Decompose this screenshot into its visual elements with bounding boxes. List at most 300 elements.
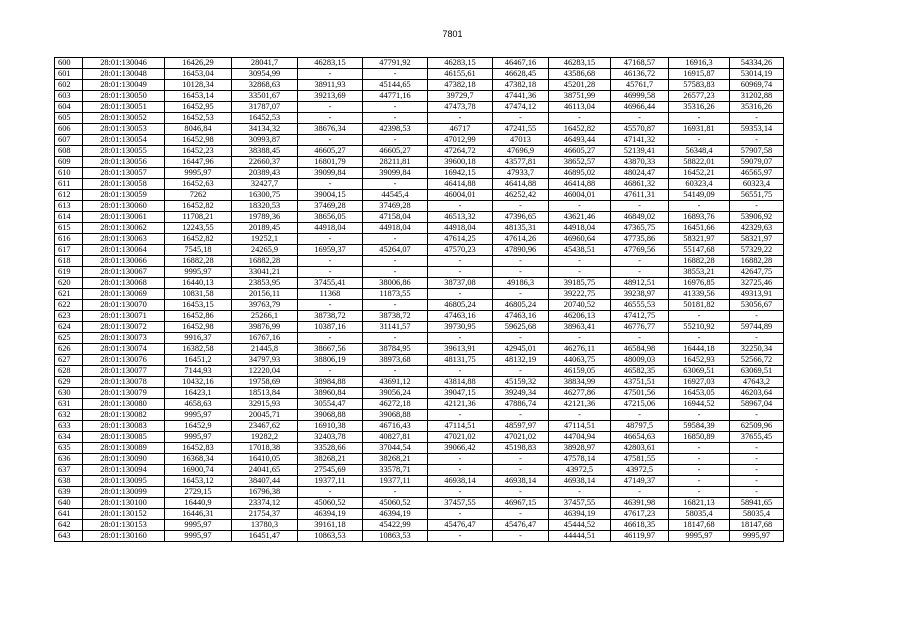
table-cell: - <box>611 333 669 344</box>
table-cell: 20389,43 <box>232 168 298 179</box>
table-cell: 47769,56 <box>611 245 669 256</box>
table-cell: 16452,86 <box>165 311 232 322</box>
table-cell: 20045,71 <box>232 410 298 421</box>
table-cell: 637 <box>55 465 83 476</box>
table-cell: 38667,56 <box>298 344 363 355</box>
table-cell: 17018,38 <box>232 443 298 454</box>
table-cell: 608 <box>55 146 83 157</box>
table-cell: 619 <box>55 267 83 278</box>
table-cell: 16767,16 <box>232 333 298 344</box>
table-cell: 25266,1 <box>232 311 298 322</box>
table-cell: 19252,1 <box>232 234 298 245</box>
table-cell: 45438,51 <box>549 245 611 256</box>
table-cell: 28:01:130058 <box>83 179 165 190</box>
table-cell: - <box>611 267 669 278</box>
table-cell: - <box>730 113 784 124</box>
table-cell: 16452,93 <box>669 355 730 366</box>
table-cell: 46513,32 <box>428 212 493 223</box>
table-cell: - <box>363 267 428 278</box>
table-cell: 615 <box>55 223 83 234</box>
table-cell: - <box>730 311 784 322</box>
table-row <box>55 498 784 509</box>
table-cell: - <box>549 333 611 344</box>
table-cell: 28:01:130048 <box>83 69 165 80</box>
table-cell: 57583,83 <box>669 80 730 91</box>
table-cell: 38928,97 <box>549 443 611 454</box>
table-cell: 28:01:130080 <box>83 399 165 410</box>
table-cell: 11708,21 <box>165 212 232 223</box>
table-cell: 38652,57 <box>549 157 611 168</box>
table-cell: 30554,47 <box>298 399 363 410</box>
table-cell: 45144,65 <box>363 80 428 91</box>
table-cell: - <box>298 179 363 190</box>
table-cell: 16893,76 <box>669 212 730 223</box>
table-cell: 46159,05 <box>549 366 611 377</box>
table-cell: 58967,04 <box>730 399 784 410</box>
table-cell: 33578,71 <box>363 465 428 476</box>
table-cell: 45198,83 <box>493 443 549 454</box>
table-cell: 622 <box>55 300 83 311</box>
table-cell: 43814,88 <box>428 377 493 388</box>
table-row <box>55 520 784 531</box>
table-cell: 54149,09 <box>669 190 730 201</box>
table-cell: - <box>428 201 493 212</box>
table-cell: 19377,11 <box>298 476 363 487</box>
table-cell: 621 <box>55 289 83 300</box>
table-cell: - <box>493 531 549 542</box>
table-cell: 28:01:130153 <box>83 520 165 531</box>
table-cell: - <box>730 410 784 421</box>
table-cell: 28211,81 <box>363 157 428 168</box>
table-cell: - <box>428 487 493 498</box>
table-cell: 46467,16 <box>493 58 549 69</box>
table-cell: 38738,72 <box>298 311 363 322</box>
table-cell: - <box>428 113 493 124</box>
table-cell: 59353,14 <box>730 124 784 135</box>
table-cell: 28:01:130094 <box>83 465 165 476</box>
table-cell: 616 <box>55 234 83 245</box>
table-cell: 617 <box>55 245 83 256</box>
table-cell: 16927,03 <box>669 377 730 388</box>
table-cell: 37044,54 <box>363 443 428 454</box>
table-cell: 9995,97 <box>165 267 232 278</box>
table-cell: 28:01:130099 <box>83 487 165 498</box>
table-cell: 630 <box>55 388 83 399</box>
table-cell: 31787,07 <box>232 102 298 113</box>
table-cell: - <box>493 333 549 344</box>
table-cell: 28:01:130100 <box>83 498 165 509</box>
table-cell: 28:01:130152 <box>83 509 165 520</box>
table-cell: 24041,65 <box>232 465 298 476</box>
table-cell: 47264,72 <box>428 146 493 157</box>
table-cell: 47933,7 <box>493 168 549 179</box>
table-cell: 47614,25 <box>428 234 493 245</box>
table-cell: 46938,14 <box>428 476 493 487</box>
table-cell: 37469,28 <box>298 201 363 212</box>
table-cell: 46414,88 <box>549 179 611 190</box>
table-cell: 28:01:130059 <box>83 190 165 201</box>
table-cell: 28:01:130051 <box>83 102 165 113</box>
table-cell: 49186,3 <box>493 278 549 289</box>
table-cell: 47114,51 <box>549 421 611 432</box>
table-cell: 44918,04 <box>428 223 493 234</box>
table-row <box>55 69 784 80</box>
table-cell: - <box>493 256 549 267</box>
table-cell: 28:01:130083 <box>83 421 165 432</box>
table-cell: 638 <box>55 476 83 487</box>
table-row <box>55 289 784 300</box>
table-cell: 43870,33 <box>611 157 669 168</box>
table-cell: 39763,79 <box>232 300 298 311</box>
table-cell: 20189,45 <box>232 223 298 234</box>
table-cell: - <box>428 366 493 377</box>
table-row <box>55 179 784 190</box>
table-cell: 44063,75 <box>549 355 611 366</box>
table-cell: 47581,55 <box>611 454 669 465</box>
table-cell: 53014,19 <box>730 69 784 80</box>
table-cell: 46618,35 <box>611 520 669 531</box>
table-cell: 43577,81 <box>493 157 549 168</box>
table-cell: 47158,04 <box>363 212 428 223</box>
table-cell: 43972,5 <box>549 465 611 476</box>
table-cell: 45159,32 <box>493 377 549 388</box>
table-cell: 16452,82 <box>165 234 232 245</box>
table-cell: 59625,68 <box>493 322 549 333</box>
table-cell: 9916,37 <box>165 333 232 344</box>
table-cell: - <box>298 487 363 498</box>
table-cell: 42945,01 <box>493 344 549 355</box>
table-cell: 42803,61 <box>611 443 669 454</box>
table-cell: 28:01:130071 <box>83 311 165 322</box>
table-cell: 34134,32 <box>232 124 298 135</box>
table-cell: 19282,2 <box>232 432 298 443</box>
table-cell: 607 <box>55 135 83 146</box>
table-cell: 63069,51 <box>730 366 784 377</box>
table-cell: 52139,41 <box>611 146 669 157</box>
table-cell: - <box>669 333 730 344</box>
table-cell: - <box>493 465 549 476</box>
table-cell: 47463,16 <box>428 311 493 322</box>
table-cell: 10831,58 <box>165 289 232 300</box>
table-cell: 38738,72 <box>363 311 428 322</box>
table-cell: 7144,93 <box>165 366 232 377</box>
table-cell: 46605,27 <box>363 146 428 157</box>
table-cell: 13780,3 <box>232 520 298 531</box>
table-cell: 47696,9 <box>493 146 549 157</box>
table-cell: 43691,12 <box>363 377 428 388</box>
table-cell: - <box>493 267 549 278</box>
table-cell: 16440,9 <box>165 498 232 509</box>
table-cell: 47215,06 <box>611 399 669 410</box>
table-cell: 46565,97 <box>730 168 784 179</box>
table-cell: 57907,58 <box>730 146 784 157</box>
table-cell: 46584,98 <box>611 344 669 355</box>
table-cell: 16452,21 <box>669 168 730 179</box>
table-cell: 48135,31 <box>493 223 549 234</box>
table-cell: 38960,84 <box>298 388 363 399</box>
table-cell: 28:01:130073 <box>83 333 165 344</box>
table-cell: 44771,16 <box>363 91 428 102</box>
table-cell: 46113,04 <box>549 102 611 113</box>
table-cell: - <box>669 311 730 322</box>
table-cell: 28:01:130053 <box>83 124 165 135</box>
table-cell: 35316,26 <box>730 102 784 113</box>
table-row <box>55 245 784 256</box>
table-cell: 629 <box>55 377 83 388</box>
table-cell: - <box>730 465 784 476</box>
table-cell: 58941,65 <box>730 498 784 509</box>
table-cell: 603 <box>55 91 83 102</box>
table-cell: - <box>363 69 428 80</box>
table-cell: 28041,7 <box>232 58 298 69</box>
table-cell: 28:01:130050 <box>83 91 165 102</box>
table-cell: - <box>298 300 363 311</box>
table-cell: 46605,27 <box>549 146 611 157</box>
table-row <box>55 388 784 399</box>
table-cell: 16452,82 <box>165 201 232 212</box>
table-cell: 45444,52 <box>549 520 611 531</box>
table-row <box>55 267 784 278</box>
table-row <box>55 366 784 377</box>
table-cell: 28:01:130069 <box>83 289 165 300</box>
table-cell: 46960,64 <box>549 234 611 245</box>
table-cell: 38806,19 <box>298 355 363 366</box>
table-cell: 53056,67 <box>730 300 784 311</box>
table-row <box>55 476 784 487</box>
table-cell: 16452,83 <box>165 443 232 454</box>
table-cell: 600 <box>55 58 83 69</box>
table-cell: 23853,95 <box>232 278 298 289</box>
table-cell: 28:01:130067 <box>83 267 165 278</box>
table-cell: 49313,91 <box>730 289 784 300</box>
table-cell: 28:01:130062 <box>83 223 165 234</box>
table-cell: 16931,81 <box>669 124 730 135</box>
table-cell: 28:01:130079 <box>83 388 165 399</box>
table-cell: 28:01:130049 <box>83 80 165 91</box>
table-cell: 45264,07 <box>363 245 428 256</box>
table-cell: - <box>669 135 730 146</box>
table-cell: 46805,24 <box>428 300 493 311</box>
table-cell: 45060,52 <box>363 498 428 509</box>
table-cell: 46805,24 <box>493 300 549 311</box>
table-cell: 38737,08 <box>428 278 493 289</box>
table-row <box>55 234 784 245</box>
table-row <box>55 80 784 91</box>
table-cell: 46283,15 <box>428 58 493 69</box>
table-cell: - <box>669 465 730 476</box>
table-cell: 46414,88 <box>428 179 493 190</box>
table-cell: 47396,65 <box>493 212 549 223</box>
table-cell: 28:01:130089 <box>83 443 165 454</box>
table-cell: 48132,19 <box>493 355 549 366</box>
table-cell: 620 <box>55 278 83 289</box>
table-cell: - <box>298 102 363 113</box>
table-cell: 38268,21 <box>363 454 428 465</box>
table-cell: 37457,55 <box>549 498 611 509</box>
table-cell: - <box>549 487 611 498</box>
table-body <box>55 58 784 542</box>
table-cell: 28:01:130052 <box>83 113 165 124</box>
table-cell: 16451,2 <box>165 355 232 366</box>
table-cell: 9995,97 <box>165 432 232 443</box>
table-cell: 37655,45 <box>730 432 784 443</box>
table-row <box>55 102 784 113</box>
table-cell: 16916,3 <box>669 58 730 69</box>
table-cell: - <box>611 487 669 498</box>
table-cell: 16452,98 <box>165 135 232 146</box>
table-cell: 47021,02 <box>493 432 549 443</box>
table-cell: 19758,69 <box>232 377 298 388</box>
table-cell: - <box>730 135 784 146</box>
table-row <box>55 278 784 289</box>
table-cell: 31141,57 <box>363 322 428 333</box>
table-row <box>55 146 784 157</box>
table-cell: 43621,46 <box>549 212 611 223</box>
table-cell: 628 <box>55 366 83 377</box>
table-cell: - <box>428 267 493 278</box>
table-cell: 16368,34 <box>165 454 232 465</box>
table-cell: 18147,68 <box>669 520 730 531</box>
table-cell: 39876,99 <box>232 322 298 333</box>
table-row <box>55 201 784 212</box>
table-cell: 33041,21 <box>232 267 298 278</box>
table-cell: 28:01:130061 <box>83 212 165 223</box>
table-cell: 16882,28 <box>165 256 232 267</box>
table-cell: 46938,14 <box>493 476 549 487</box>
table-cell: 44918,04 <box>298 223 363 234</box>
table-cell: 633 <box>55 421 83 432</box>
table-cell: 16440,13 <box>165 278 232 289</box>
table-row <box>55 157 784 168</box>
table-cell: 46394,19 <box>298 509 363 520</box>
table-cell: 28:01:130074 <box>83 344 165 355</box>
table-cell: 45422,99 <box>363 520 428 531</box>
table-cell: 21445,8 <box>232 344 298 355</box>
table-cell: 16453,14 <box>165 91 232 102</box>
table-cell: 47643,2 <box>730 377 784 388</box>
table-row <box>55 113 784 124</box>
table-cell: 634 <box>55 432 83 443</box>
table-row <box>55 91 784 102</box>
table-cell: - <box>363 234 428 245</box>
table-cell: 46861,32 <box>611 179 669 190</box>
table-row <box>55 168 784 179</box>
table-cell: 62509,96 <box>730 421 784 432</box>
table-cell: - <box>298 256 363 267</box>
table-cell: 16453,05 <box>669 388 730 399</box>
table-cell: 23374,12 <box>232 498 298 509</box>
table-cell: - <box>549 113 611 124</box>
table-row <box>55 487 784 498</box>
table-cell: 605 <box>55 113 83 124</box>
table-cell: - <box>611 201 669 212</box>
table-cell: 27545,69 <box>298 465 363 476</box>
table-cell: 32725,46 <box>730 278 784 289</box>
table-cell: 23467,62 <box>232 421 298 432</box>
table-cell: 10863,53 <box>298 531 363 542</box>
table-cell: 16446,31 <box>165 509 232 520</box>
table-cell: 42398,53 <box>363 124 428 135</box>
table-cell: - <box>363 113 428 124</box>
table-cell: 42121,36 <box>549 399 611 410</box>
table-cell: - <box>669 113 730 124</box>
table-row <box>55 410 784 421</box>
table-cell: - <box>428 410 493 421</box>
table-cell: 28:01:130077 <box>83 366 165 377</box>
table-cell: 16453,12 <box>165 476 232 487</box>
table-cell: 47149,37 <box>611 476 669 487</box>
table-cell: 38984,88 <box>298 377 363 388</box>
table-cell: 39729,7 <box>428 91 493 102</box>
table-cell: - <box>428 465 493 476</box>
table-cell: 38911,93 <box>298 80 363 91</box>
table-cell: 46414,88 <box>493 179 549 190</box>
table-cell: 45060,52 <box>298 498 363 509</box>
table-cell: 42121,36 <box>428 399 493 410</box>
table-cell: 46582,35 <box>611 366 669 377</box>
table-cell: 28:01:130055 <box>83 146 165 157</box>
table-cell: - <box>493 454 549 465</box>
table-cell: - <box>363 333 428 344</box>
table-cell: 39004,15 <box>298 190 363 201</box>
table-cell: - <box>493 509 549 520</box>
table-cell: 47890,96 <box>493 245 549 256</box>
table-cell: - <box>493 366 549 377</box>
table-cell: 46967,15 <box>493 498 549 509</box>
table-cell: 46283,15 <box>298 58 363 69</box>
table-cell: 37455,41 <box>298 278 363 289</box>
table-row <box>55 531 784 542</box>
table-cell: - <box>298 234 363 245</box>
table-cell: 602 <box>55 80 83 91</box>
table-cell: 8046,84 <box>165 124 232 135</box>
table-cell: 28:01:130068 <box>83 278 165 289</box>
table-cell: - <box>669 454 730 465</box>
table-row <box>55 135 784 146</box>
table-cell: 16452,63 <box>165 179 232 190</box>
table-cell: 59744,89 <box>730 322 784 333</box>
table-cell: 16452,53 <box>165 113 232 124</box>
table-cell: 32250,34 <box>730 344 784 355</box>
table-cell: 63069,51 <box>669 366 730 377</box>
table-cell: 618 <box>55 256 83 267</box>
table-cell: - <box>428 531 493 542</box>
table-cell: 31202,88 <box>730 91 784 102</box>
table-cell: 28:01:130090 <box>83 454 165 465</box>
table-cell: 9995,97 <box>165 520 232 531</box>
table-cell: 16451,66 <box>669 223 730 234</box>
table-cell: - <box>669 201 730 212</box>
table-cell: 16423,1 <box>165 388 232 399</box>
table-row <box>55 443 784 454</box>
table-cell: 16452,82 <box>549 124 611 135</box>
table-cell: 46493,44 <box>549 135 611 146</box>
table-cell: 16452,95 <box>165 102 232 113</box>
table-cell: 39213,69 <box>298 91 363 102</box>
table-cell: 640 <box>55 498 83 509</box>
table-cell: 59584,39 <box>669 421 730 432</box>
table-cell: 28:01:130070 <box>83 300 165 311</box>
table-cell: 641 <box>55 509 83 520</box>
table-cell: 48024,47 <box>611 168 669 179</box>
table-cell: 46119,97 <box>611 531 669 542</box>
table-cell: 47168,57 <box>611 58 669 69</box>
table-cell: 2729,15 <box>165 487 232 498</box>
table-cell: 16801,79 <box>298 157 363 168</box>
table-cell: 47611,31 <box>611 190 669 201</box>
table-cell: 47614,26 <box>493 234 549 245</box>
table-row <box>55 333 784 344</box>
